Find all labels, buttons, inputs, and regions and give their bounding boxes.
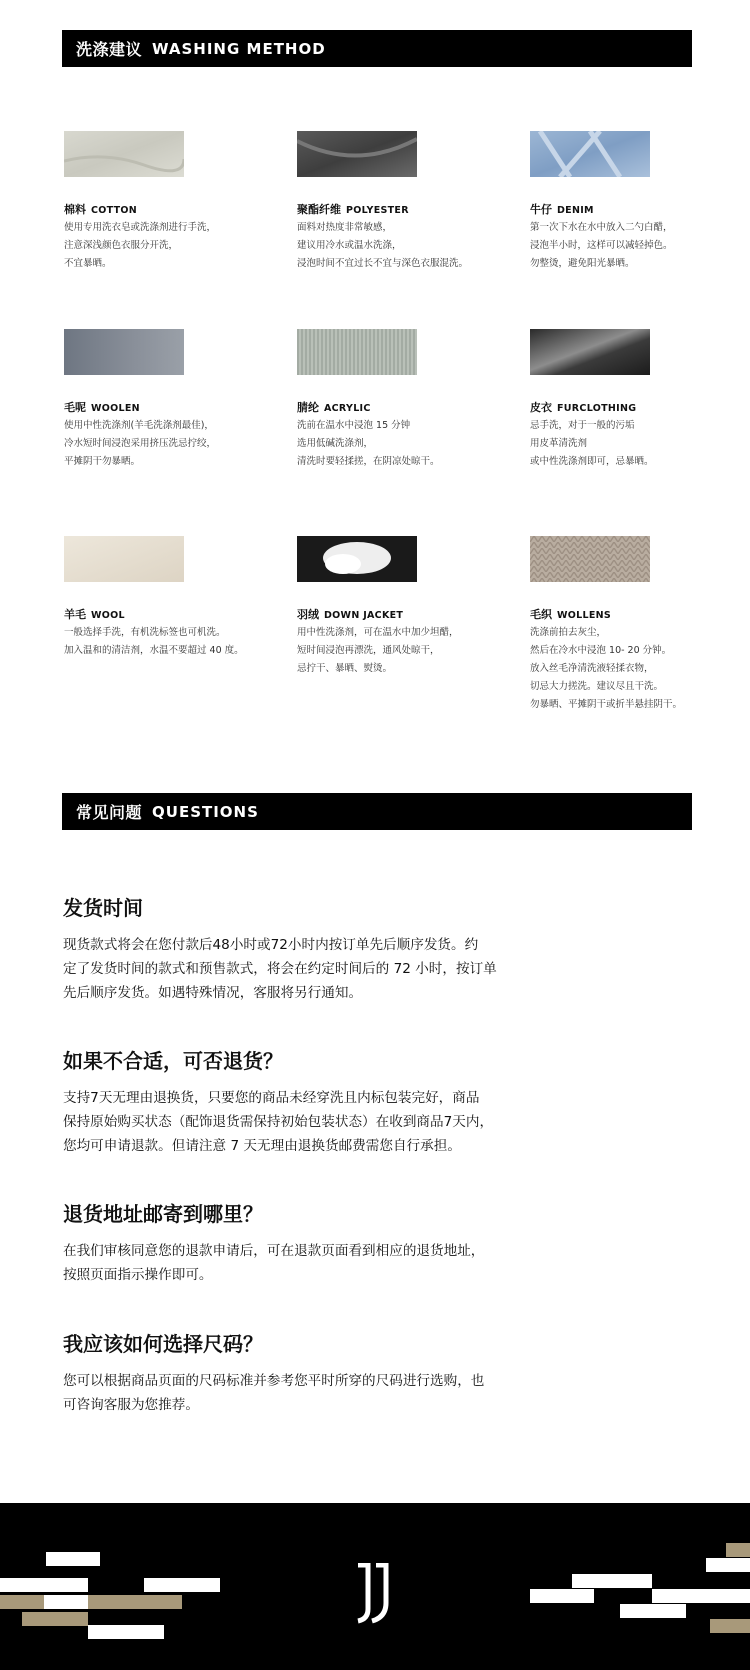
answer-line: 保持原始购买状态（配饰退货需保持初始包装状态）在收到商品7天内， xyxy=(63,1114,494,1130)
footer-stripe xyxy=(88,1595,182,1609)
faq-item-return-address xyxy=(63,1198,543,1287)
fabric-card-down-jacket xyxy=(297,536,527,678)
denim-swatch xyxy=(530,131,650,177)
fabric-instruction: 短时间浸泡再漂洗，通风处晾干， xyxy=(297,645,440,656)
answer-line: 定了发货时间的款式和预售款式，将会在约定时间后的 72 小时，按订单 xyxy=(63,961,497,977)
fabric-card-denim xyxy=(530,131,750,273)
fabric-instruction: 用皮革清洗剂 xyxy=(530,438,588,449)
wool-swatch xyxy=(64,536,184,582)
fabric-card-wollens xyxy=(530,536,750,714)
fabric-instruction: 忌拧干、暴晒、熨烫。 xyxy=(297,663,393,674)
fabric-title: 羊毛 WOOL xyxy=(64,608,125,621)
footer-stripe xyxy=(530,1589,594,1603)
fabric-instruction: 不宜暴晒。 xyxy=(64,258,112,269)
washing-title-en: WASHING METHOD xyxy=(152,39,326,58)
answer-line: 支持7天无理由退换货，只要您的商品未经穿洗且内标包装完好，商品 xyxy=(63,1090,480,1106)
fabric-title: 皮衣 FURCLOTHING xyxy=(530,401,637,414)
faq-question: 发货时间 xyxy=(63,896,143,920)
answer-line: 您可以根据商品页面的尺码标准并参考您平时所穿的尺码进行选购，也 xyxy=(63,1373,485,1389)
fabric-instruction: 然后在冷水中浸泡 10- 20 分钟。 xyxy=(530,645,672,656)
fabric-instruction: 使用专用洗衣皂或洗涤剂进行手洗， xyxy=(64,222,217,233)
faq-answer xyxy=(63,1369,543,1417)
footer-stripe xyxy=(0,1578,88,1592)
fabric-instruction: 勿暴晒、平摊阴干或折半悬挂阴干。 xyxy=(530,699,683,710)
fabric-instruction: 洗涤前拍去灰尘， xyxy=(530,627,607,638)
fabric-instruction: 用中性洗涤剂，可在温水中加少坦醋， xyxy=(297,627,459,638)
fabric-instruction: 使用中性洗涤剂(羊毛洗涤剂最佳)， xyxy=(64,420,214,431)
fabric-instruction: 冷水短时间浸泡采用挤压洗忌拧绞， xyxy=(64,438,217,449)
juventus-logo-icon xyxy=(354,1563,398,1625)
footer-stripe xyxy=(620,1604,686,1618)
fabric-card-leather xyxy=(530,329,750,471)
footer-stripe xyxy=(710,1619,750,1633)
answer-line: 先后顺序发货。如遇特殊情况，客服将另行通知。 xyxy=(63,985,363,1001)
fabric-card-cotton xyxy=(64,131,294,273)
faq-item-returns xyxy=(63,1045,543,1158)
fabric-instruction: 放入丝毛净清洗液轻揉衣物， xyxy=(530,663,654,674)
fabric-title: 羽绒 DOWN JACKET xyxy=(297,608,404,621)
answer-line: 在我们审核同意您的退款申请后，可在退款页面看到相应的退货地址， xyxy=(63,1243,485,1259)
footer xyxy=(0,1503,750,1670)
answer-line: 现货款式将会在您付款后48小时或72小时内按订单先后顺序发货。约 xyxy=(63,937,479,953)
fabric-instruction: 加入温和的清洁剂，水温不要超过 40 度。 xyxy=(64,645,244,656)
faq-answer xyxy=(63,1239,543,1287)
faq-title-en: QUESTIONS xyxy=(152,802,259,821)
footer-stripe xyxy=(0,1595,44,1609)
fabric-title: 棉料 COTTON xyxy=(64,203,138,216)
fabric-instruction: 浸泡时间不宜过长不宜与深色衣服混洗。 xyxy=(297,258,469,269)
washing-method-banner xyxy=(62,30,692,67)
washing-title-cn: 洗涤建议 xyxy=(76,40,143,59)
fabric-instruction: 忌手洗，对于一般的污垢 xyxy=(530,420,635,431)
answer-line: 按照页面指示操作即可。 xyxy=(63,1267,213,1283)
fabric-card-woolen xyxy=(64,329,294,471)
faq-answer xyxy=(63,1086,543,1158)
acrylic-swatch xyxy=(297,329,417,375)
fabric-card-polyester xyxy=(297,131,527,273)
faq-question: 如果不合适，可否退货？ xyxy=(63,1049,283,1073)
fabric-instruction: 面料对热度非常敏感， xyxy=(297,222,393,233)
faq-question: 我应该如何选择尺码？ xyxy=(63,1332,263,1356)
faq-title-cn: 常见问题 xyxy=(76,803,143,822)
fabric-instruction: 平摊阴干勿暴晒。 xyxy=(64,456,141,467)
leather-swatch xyxy=(530,329,650,375)
questions-banner xyxy=(62,793,692,830)
knit-swatch xyxy=(530,536,650,582)
faq-question: 退货地址邮寄到哪里？ xyxy=(63,1202,263,1226)
footer-stripe xyxy=(706,1558,750,1572)
fabric-instruction: 注意深浅颜色衣服分开洗， xyxy=(64,240,179,251)
fabric-title: 聚酯纤维 POLYESTER xyxy=(297,203,409,216)
fabric-instruction: 第一次下水在水中放入二勺白醋， xyxy=(530,222,673,233)
footer-stripe xyxy=(88,1625,164,1639)
fabric-card-wool xyxy=(64,536,294,660)
fabric-card-acrylic xyxy=(297,329,527,471)
footer-stripe xyxy=(572,1574,652,1588)
answer-line: 您均可申请退款。但请注意 7 天无理由退换货邮费需您自行承担。 xyxy=(63,1138,461,1154)
woolen-swatch xyxy=(64,329,184,375)
faq-answer xyxy=(63,933,543,1005)
faq-item-size xyxy=(63,1328,543,1417)
fabric-instruction: 清洗时要轻揉搓，在阴凉处晾干。 xyxy=(297,456,440,467)
answer-line: 可咨询客服为您推荐。 xyxy=(63,1397,199,1413)
fabric-instruction: 洗前在温水中浸泡 15 分钟 xyxy=(297,420,411,431)
fabric-instruction: 勿整烫，避免阳光暴晒。 xyxy=(530,258,635,269)
fabric-instruction: 一般选择手洗，有机洗标签也可机洗。 xyxy=(64,627,226,638)
fabric-instruction: 建议用冷水或温水洗涤， xyxy=(297,240,402,251)
fabric-title: 毛呢 WOOLEN xyxy=(64,401,140,414)
footer-stripe xyxy=(144,1578,220,1592)
polyester-swatch xyxy=(297,131,417,177)
down-swatch xyxy=(297,536,417,582)
footer-stripe xyxy=(652,1589,750,1603)
fabric-title: 牛仔 DENIM xyxy=(530,203,594,216)
fabric-title: 腈纶 ACRYLIC xyxy=(297,401,371,414)
footer-stripe xyxy=(44,1595,88,1609)
footer-stripe xyxy=(46,1552,100,1566)
footer-stripe xyxy=(726,1543,750,1557)
fabric-instruction: 或中性洗涤剂即可，忌暴晒。 xyxy=(530,456,654,467)
fabric-title: 毛织 WOLLENS xyxy=(530,608,612,621)
fabric-instruction: 浸泡半小时，这样可以减轻掉色。 xyxy=(530,240,673,251)
footer-stripe xyxy=(22,1612,88,1626)
faq-item-shipping xyxy=(63,892,543,1005)
cotton-swatch xyxy=(64,131,184,177)
fabric-instruction: 选用低碱洗涤剂， xyxy=(297,438,374,449)
fabric-instruction: 切忌大力搓洗。建议尽且干洗。 xyxy=(530,681,664,692)
